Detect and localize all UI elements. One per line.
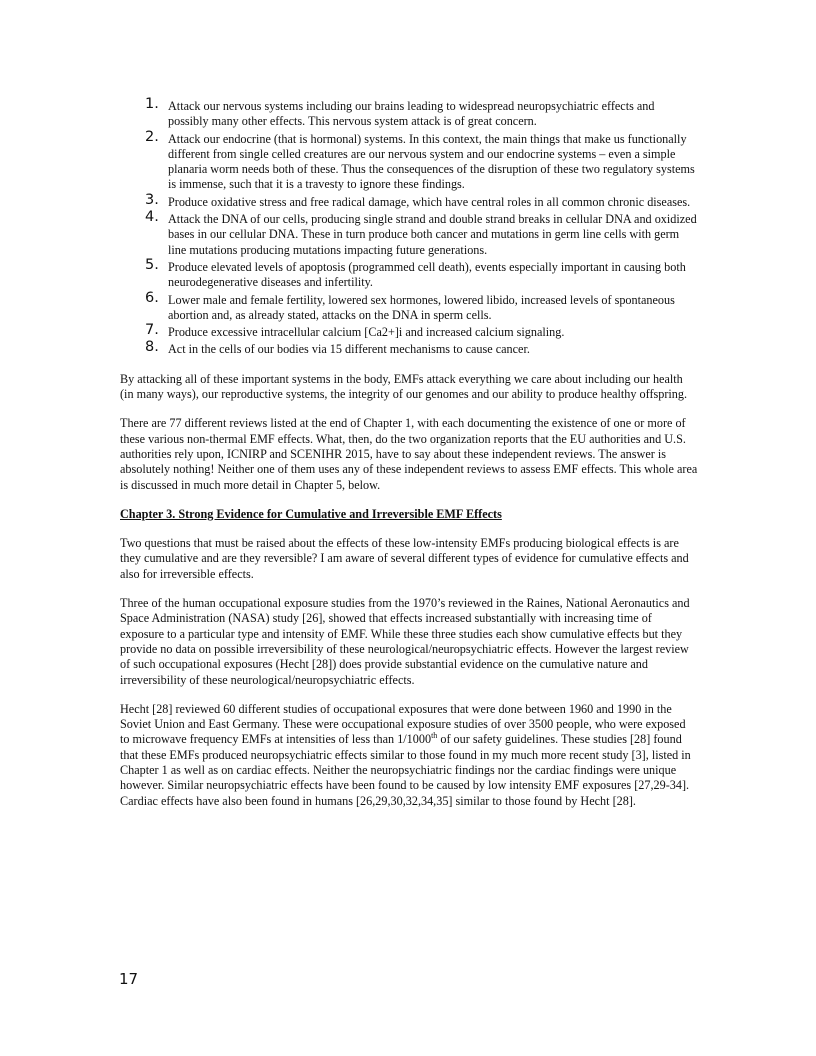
list-item-number: 1.: [145, 96, 159, 112]
list-item-number: 2.: [145, 128, 159, 145]
list-item-number: 7.: [145, 322, 159, 339]
paragraph-occupational-studies: Three of the human occupational exposure studies from the 1970’s reviewed in the Raines, National Aeronautics and Space Administration (NASA) study [26], showed that effects increased substantially with increasing time of exposure to a particular type and intensity of EMF. While these three studies each show cumulative effects but they provide no data on possible irreversibility of these neurological/neuropsychiatric effects. However the largest review of such occupational exposures (Hecht [28]) does provide substantial evidence on the cumulative nature and irreversibility of these neurological/neuropsychiatric effects.: [120, 596, 690, 687]
list-item: [120, 193, 698, 210]
list-item: [120, 340, 698, 357]
paragraph-hecht-part-1: Hecht [28] reviewed 60 different studies of occupational exposures that were done between 1960 and 1990 in the Soviet Union and East Germany. These were occupational exposure studies of over 3500 people, who were exposed to microwave frequency EMFs at intensities of less than 1/1000: [120, 701, 686, 747]
list-item-text: Produce elevated levels of apoptosis (programmed cell death), events especially important in causing both neurodegenerative diseases and infertility.: [168, 259, 686, 290]
page-body: [120, 97, 698, 809]
paragraph-hecht-review: [120, 702, 698, 809]
list-item-text: Produce excessive intracellular calcium [Ca2+]i and increased calcium signaling.: [168, 325, 565, 340]
list-item: [120, 323, 698, 340]
list-item-number: 4.: [145, 209, 159, 226]
emf-effects-list: [120, 97, 698, 358]
paragraph-hecht-part-2: of our safety guidelines. These studies [28] found that these EMFs produced neuropsychiatric effects similar to those found in my much more recent study [3], listed in Chapter 1 as well as on cardiac effects. Neither the neuropsychiatric findings nor the cardiac findings were unique however. Similar neuropsychiatric effects have been found to be caused by low intensity EMF exposures [27,29-34]. Cardiac effects have also been found in humans [26,29,30,32,34,35] similar to those found by Hecht [28].: [120, 732, 691, 808]
list-item-text: Attack our nervous systems including our brains leading to widespread neuropsychiatric effects and possibly many other effects. This nervous system attack is of great concern.: [168, 99, 655, 129]
superscript-th: th: [431, 731, 438, 741]
paragraph-emf-attacks: By attacking all of these important systems in the body, EMFs attack everything we care about including our health (in many ways), our reproductive systems, the integrity of our genomes and our ability to produce healthy offspring.: [120, 371, 688, 402]
list-item: [120, 97, 698, 130]
paragraph-two-questions: Two questions that must be raised about the effects of these low-intensity EMFs producing biological effects is are they cumulative and are they reversible? I am aware of several different types of evidence for cumulative effects and also for irreversible effects.: [120, 536, 689, 581]
list-item-text: Lower male and female fertility, lowered sex hormones, lowered libido, increased levels of spontaneous abortion and, as already stated, attacks on the DNA in sperm cells.: [168, 292, 675, 322]
list-item-text: Act in the cells of our bodies via 15 different mechanisms to cause cancer.: [168, 342, 530, 357]
page-number: 17: [119, 970, 139, 988]
list-item-text: Attack our endocrine (that is hormonal) systems. In this context, the main things that make us functionally different from single celled creatures are our nervous system and our endocrine systems – even a simple planaria worm needs both of these. Thus the consequences of the disruption of these two regulatory systems is immense, such that it is a travesty to ignore these findings.: [168, 131, 695, 192]
list-item-number: 8.: [145, 339, 159, 356]
list-item-number: 3.: [145, 191, 159, 208]
list-item: [120, 210, 698, 258]
list-item-text: Attack the DNA of our cells, producing single strand and double strand breaks in cellular DNA and oxidized bases in our cellular DNA. These in turn produce both cancer and mutations in germ line cells with germ line mutations producing mutations impacting future generations.: [168, 212, 697, 257]
list-item: [120, 258, 698, 291]
list-item-text: Produce oxidative stress and free radical damage, which have central roles in all common chronic diseases.: [168, 194, 691, 209]
paragraph-77-reviews: There are 77 different reviews listed at the end of Chapter 1, with each documenting the existence of one or more of these various non-thermal EMF effects. What, then, do the two organization reports that the EU authorities and U.S. authorities rely upon, ICNIRP and SCENIHR 2015, have to say about these independent reviews. The answer is absolutely nothing! Neither one of them uses any of these independent reviews to assess EMF effects. This whole area is discussed in much more detail in Chapter 5, below.: [120, 416, 698, 492]
list-item-number: 5.: [145, 256, 159, 273]
list-item: [120, 291, 698, 324]
list-item-number: 6.: [145, 289, 159, 306]
chapter-heading: Chapter 3. Strong Evidence for Cumulative and Irreversible EMF Effects: [120, 506, 502, 521]
list-item: [120, 130, 698, 193]
